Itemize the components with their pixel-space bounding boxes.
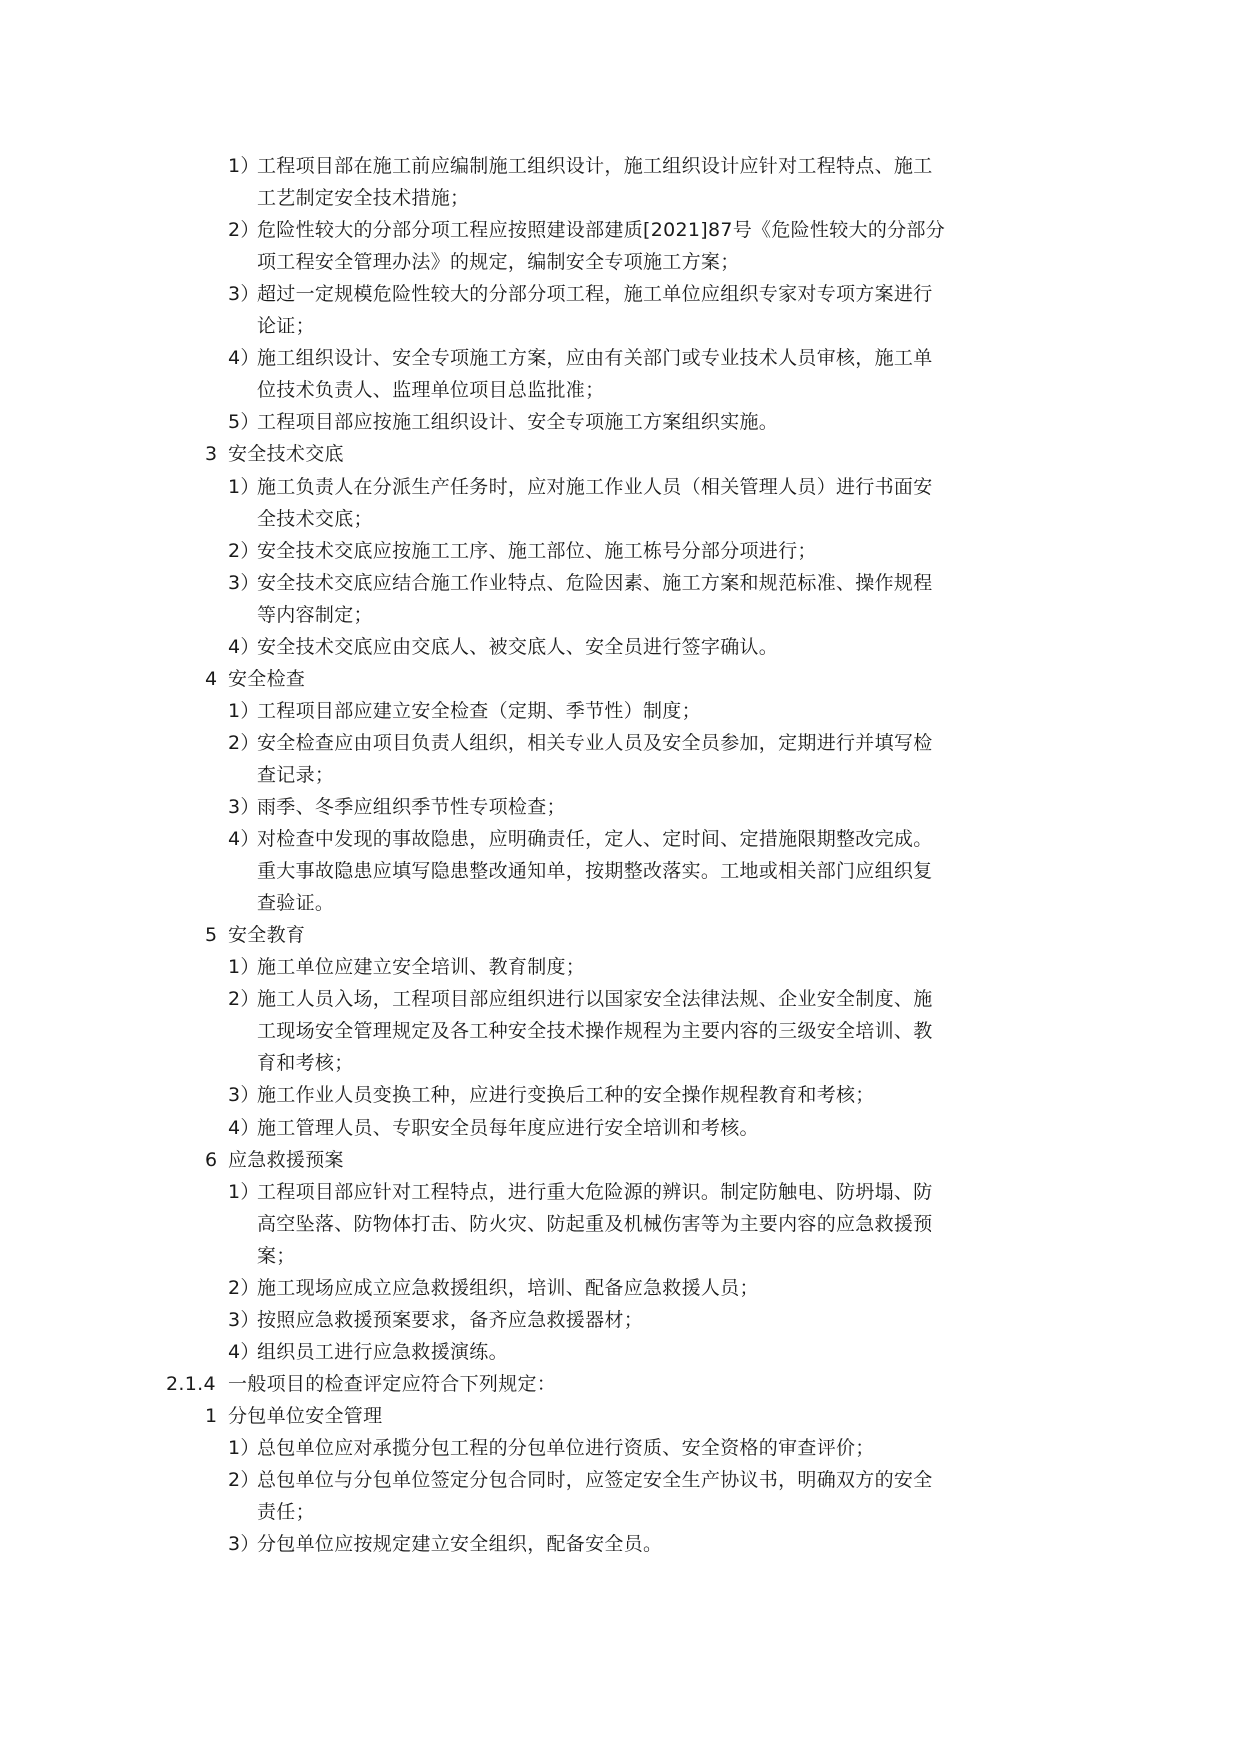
document-line xyxy=(0,727,1241,759)
line-text: 安全技术交底应由交底人、被交底人、安全员进行签字确认。 xyxy=(257,635,779,658)
line-label: 4） xyxy=(228,347,260,370)
line-label: 3） xyxy=(228,1308,260,1331)
line-text: 安全技术交底应结合施工作业特点、危险因素、施工方案和规范标准、操作规程 xyxy=(257,571,933,594)
document-line xyxy=(0,471,1241,503)
line-text: 分包单位应按规定建立安全组织，配备安全员。 xyxy=(257,1533,663,1556)
document-line xyxy=(0,1047,1241,1079)
document-line xyxy=(0,342,1241,374)
line-text: 工程项目部应针对工程特点，进行重大危险源的辨识。制定防触电、防坍塌、防 xyxy=(257,1180,933,1203)
document-line xyxy=(0,887,1241,919)
line-text: 施工人员入场，工程项目部应组织进行以国家安全法律法规、企业安全制度、施 xyxy=(257,988,933,1011)
line-label: 1） xyxy=(228,1180,260,1203)
line-label: 2） xyxy=(228,731,260,754)
line-text: 工程项目部应按施工组织设计、安全专项施工方案组织实施。 xyxy=(257,411,779,434)
document-line xyxy=(0,1272,1241,1304)
line-text: 组织员工进行应急救援演练。 xyxy=(257,1340,508,1363)
line-text: 超过一定规模危险性较大的分部分项工程，施工单位应组织专家对专项方案进行 xyxy=(257,283,933,306)
document-line xyxy=(0,951,1241,983)
line-text: 安全教育 xyxy=(228,924,306,947)
document-line xyxy=(0,1336,1241,1368)
document-line xyxy=(0,823,1241,855)
line-text: 工艺制定安全技术措施； xyxy=(257,187,470,210)
line-label: 3） xyxy=(228,283,260,306)
line-text: 总包单位应对承揽分包工程的分包单位进行资质、安全资格的审查评价； xyxy=(257,1437,875,1459)
document-line xyxy=(0,1240,1241,1272)
line-label: 3） xyxy=(228,1533,260,1556)
line-label: 2） xyxy=(228,219,260,242)
document-line xyxy=(0,150,1241,182)
line-label: 1） xyxy=(228,155,260,177)
line-text: 查验证。 xyxy=(257,892,335,915)
line-text: 查记录； xyxy=(257,763,335,786)
line-text: 育和考核； xyxy=(257,1052,354,1075)
line-text: 施工负责人在分派生产任务时，应对施工作业人员（相关管理人员）进行书面安 xyxy=(257,475,933,498)
document-line xyxy=(0,919,1241,951)
document-line xyxy=(0,182,1241,214)
document-line xyxy=(0,1432,1241,1464)
document-line xyxy=(0,1144,1241,1176)
document-line xyxy=(0,406,1241,438)
line-label: 3） xyxy=(228,796,260,818)
line-label: 5 xyxy=(205,924,218,947)
line-label: 1） xyxy=(228,699,260,722)
line-text: 施工组织设计、安全专项施工方案，应由有关部门或专业技术人员审核，施工单 xyxy=(257,347,933,370)
line-text: 应急救援预案 xyxy=(228,1148,344,1171)
line-label: 1 xyxy=(205,1404,218,1427)
line-text: 工程项目部在施工前应编制施工组织设计，施工组织设计应针对工程特点、施工 xyxy=(257,155,933,177)
document-line xyxy=(0,631,1241,663)
document-line xyxy=(0,1368,1241,1400)
line-text: 等内容制定； xyxy=(257,603,373,626)
document-line xyxy=(0,374,1241,406)
document-line xyxy=(0,663,1241,695)
line-text: 工现场安全管理规定及各工种安全技术操作规程为主要内容的三级安全培训、教 xyxy=(257,1020,933,1043)
line-label: 1） xyxy=(228,475,260,498)
line-label: 2） xyxy=(228,1469,260,1492)
document-line xyxy=(0,503,1241,535)
line-text: 施工现场应成立应急救援组织，培训、配备应急救援人员； xyxy=(257,1276,759,1299)
line-text: 论证； xyxy=(257,315,315,338)
line-text: 位技术负责人、监理单位项目总监批准； xyxy=(257,379,605,402)
line-label: 2.1.4 xyxy=(166,1372,216,1395)
line-text: 高空坠落、防物体打击、防火灾、防起重及机械伤害等为主要内容的应急救援预 xyxy=(257,1212,933,1235)
document-line xyxy=(0,1496,1241,1528)
document-line xyxy=(0,759,1241,791)
document-line xyxy=(0,567,1241,599)
line-label: 4） xyxy=(228,1116,260,1139)
line-label: 5） xyxy=(228,411,260,434)
line-text: 一般项目的检查评定应符合下列规定： xyxy=(228,1372,557,1395)
line-label: 3） xyxy=(228,1084,260,1107)
document-line xyxy=(0,599,1241,631)
line-label: 2） xyxy=(228,1276,260,1299)
line-text: 施工单位应建立安全培训、教育制度； xyxy=(257,956,586,979)
line-label: 2） xyxy=(228,539,260,562)
line-text: 施工管理人员、专职安全员每年度应进行安全培训和考核。 xyxy=(257,1116,759,1139)
document-line xyxy=(0,983,1241,1015)
document-line xyxy=(0,1304,1241,1336)
document-line xyxy=(0,855,1241,887)
line-text: 安全检查 xyxy=(228,667,306,690)
document-line xyxy=(0,1208,1241,1240)
line-text: 雨季、冬季应组织季节性专项检查； xyxy=(257,796,566,818)
line-text: 工程项目部应建立安全检查（定期、季节性）制度； xyxy=(257,699,701,722)
document-line xyxy=(0,278,1241,310)
line-label: 4） xyxy=(228,635,260,658)
line-label: 4） xyxy=(228,828,260,851)
line-text: 责任； xyxy=(257,1501,315,1524)
line-label: 1） xyxy=(228,956,260,979)
document-line xyxy=(0,1112,1241,1144)
line-text: 施工作业人员变换工种，应进行变换后工种的安全操作规程教育和考核； xyxy=(257,1084,875,1107)
line-text: 对检查中发现的事故隐患，应明确责任，定人、定时间、定措施限期整改完成。 xyxy=(257,828,933,851)
line-text: 案； xyxy=(257,1244,296,1267)
line-text: 分包单位安全管理 xyxy=(228,1404,383,1427)
line-label: 4） xyxy=(228,1340,260,1363)
line-text: 项工程安全管理办法》的规定，编制安全专项施工方案； xyxy=(257,251,740,274)
document-line xyxy=(0,214,1241,246)
line-text: 全技术交底； xyxy=(257,507,373,530)
document-line xyxy=(0,1079,1241,1111)
document-line xyxy=(0,791,1241,823)
document-line xyxy=(0,695,1241,727)
document-line xyxy=(0,1400,1241,1432)
line-text: 重大事故隐患应填写隐患整改通知单，按期整改落实。工地或相关部门应组织复 xyxy=(257,860,933,883)
line-label: 6 xyxy=(205,1148,218,1171)
document-line xyxy=(0,1176,1241,1208)
line-text: 安全技术交底应按施工工序、施工部位、施工栋号分部分项进行； xyxy=(257,539,817,562)
line-label: 3） xyxy=(228,571,260,594)
document-line xyxy=(0,1464,1241,1496)
line-label: 1） xyxy=(228,1437,260,1459)
document-line xyxy=(0,1015,1241,1047)
line-label: 4 xyxy=(205,667,218,690)
line-text: 按照应急救援预案要求，备齐应急救援器材； xyxy=(257,1308,644,1331)
line-text: 危险性较大的分部分项工程应按照建设部建质[2021]87号《危险性较大的分部分 xyxy=(257,219,946,242)
line-label: 3 xyxy=(205,443,218,466)
document-line xyxy=(0,1528,1241,1560)
document-line xyxy=(0,535,1241,567)
document-line xyxy=(0,310,1241,342)
document-line xyxy=(0,246,1241,278)
document-line xyxy=(0,438,1241,470)
line-text: 总包单位与分包单位签定分包合同时，应签定安全生产协议书，明确双方的安全 xyxy=(257,1469,933,1492)
line-label: 2） xyxy=(228,988,260,1011)
line-text: 安全技术交底 xyxy=(228,443,344,466)
line-text: 安全检查应由项目负责人组织，相关专业人员及安全员参加，定期进行并填写检 xyxy=(257,731,933,754)
